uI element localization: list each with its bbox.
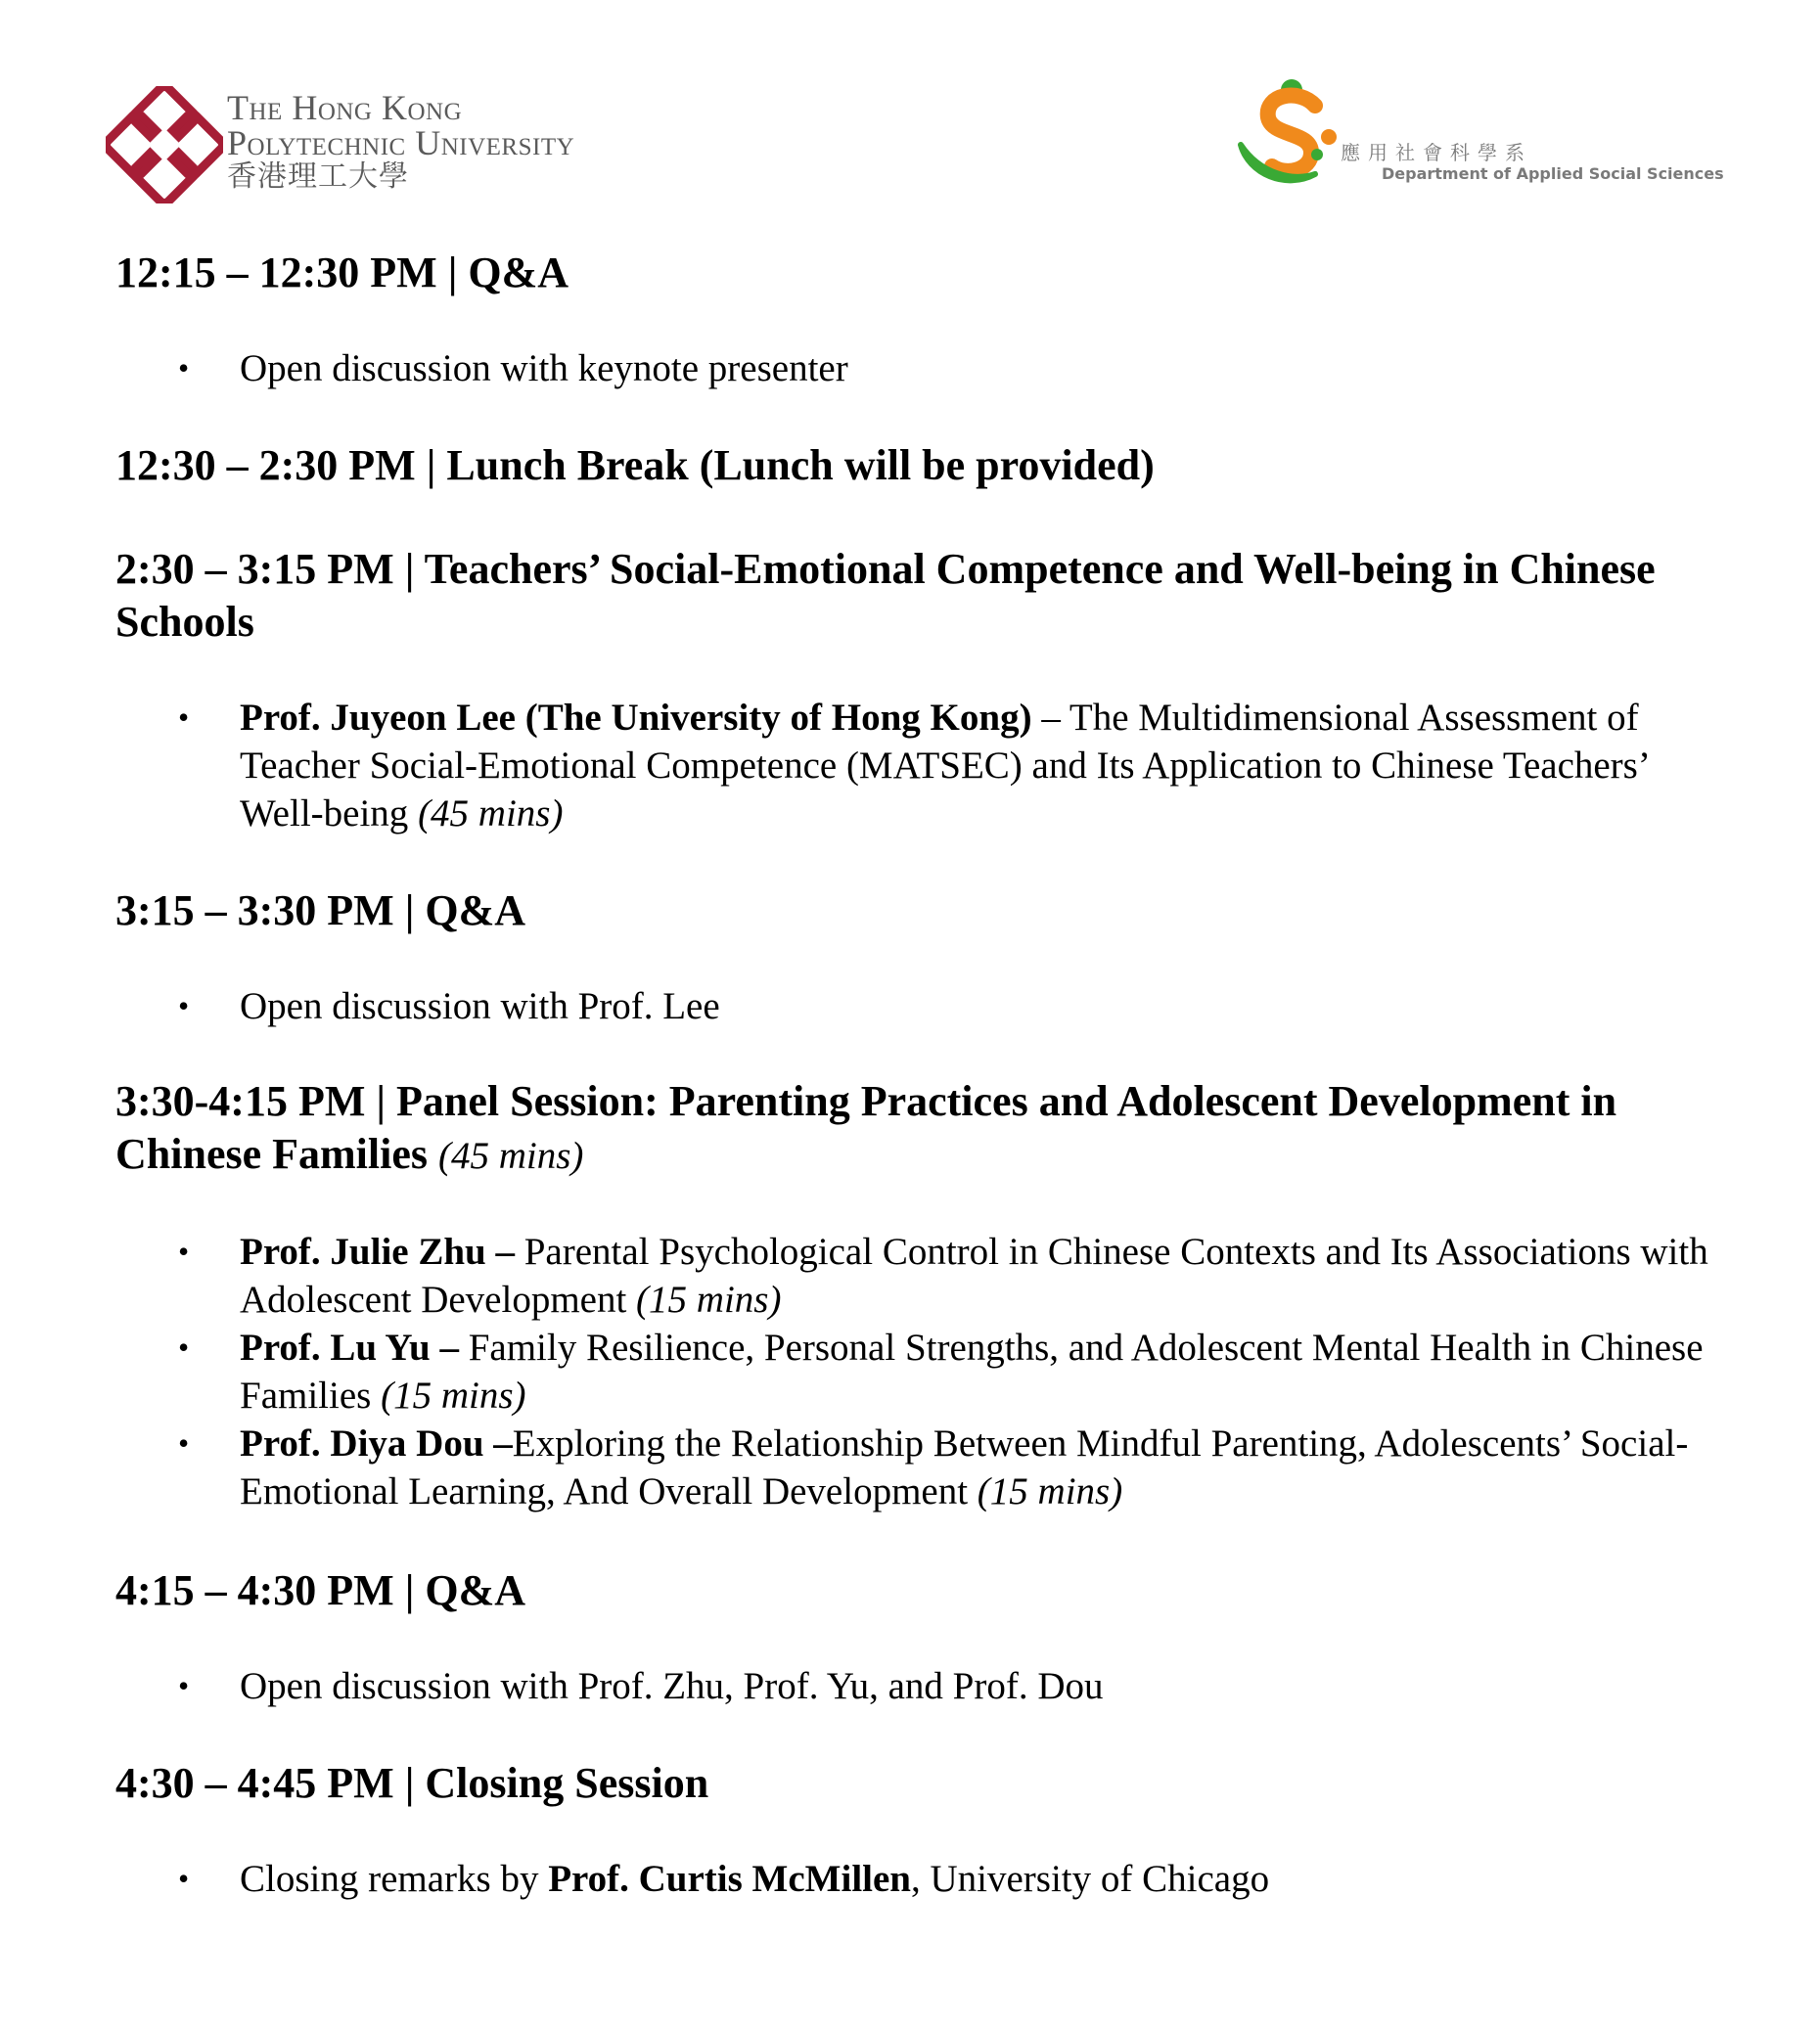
session-closing bbox=[115, 1757, 1730, 1903]
polyu-chinese-name: 香港理工大學 bbox=[227, 159, 409, 194]
item-text: Open discussion with Prof. Zhu, Prof. Yu, and Prof. Dou bbox=[240, 1665, 1104, 1707]
session-lunch bbox=[115, 439, 1730, 492]
session-heading: 3:15 – 3:30 PM | Q&A bbox=[115, 886, 526, 934]
item-duration: (15 mins) bbox=[636, 1279, 782, 1321]
item-text: , University of Chicago bbox=[911, 1858, 1270, 1900]
heading-duration: (45 mins) bbox=[437, 1135, 584, 1177]
list-item bbox=[115, 1662, 1730, 1710]
session-heading: 12:15 – 12:30 PM | Q&A bbox=[115, 248, 569, 296]
item-separator: – bbox=[1031, 697, 1069, 739]
session-items bbox=[115, 694, 1730, 837]
session-qa-1 bbox=[115, 247, 1730, 392]
item-duration: (15 mins) bbox=[977, 1470, 1123, 1512]
list-item bbox=[115, 344, 1730, 392]
item-lead: Closing remarks by bbox=[240, 1858, 549, 1900]
bullet-icon: • bbox=[178, 988, 190, 1023]
session-heading bbox=[115, 1075, 1730, 1183]
heading-text: 3:30-4:15 PM | Panel Session: Parenting Practices and Adolescent Development in Chinese Families bbox=[115, 1077, 1617, 1178]
item-text: Open discussion with Prof. Lee bbox=[240, 985, 720, 1027]
item-text: Family Resilience, Personal Strengths, and Adolescent Mental Health in Chinese Families bbox=[240, 1327, 1704, 1417]
polyu-logo-icon bbox=[106, 86, 223, 203]
list-item bbox=[115, 1228, 1730, 1324]
item-text: Open discussion with keynote presenter bbox=[240, 347, 848, 389]
session-heading: 2:30 – 3:15 PM | Teachers’ Social-Emotional Competence and Well-being in Chinese Schools bbox=[115, 545, 1656, 646]
speaker-name: Prof. Curtis McMillen bbox=[548, 1858, 911, 1900]
speaker-name: Prof. Juyeon Lee (The University of Hong Kong) bbox=[240, 697, 1032, 739]
session-heading: 4:15 – 4:30 PM | Q&A bbox=[115, 1566, 526, 1614]
speaker-name: Prof. Julie Zhu – bbox=[240, 1231, 515, 1273]
item-duration: (45 mins) bbox=[418, 792, 564, 835]
list-item bbox=[115, 1420, 1730, 1515]
session-items bbox=[115, 1662, 1730, 1710]
bullet-icon: • bbox=[178, 700, 190, 735]
polyu-name-line1: The Hong Kong bbox=[227, 88, 463, 127]
item-text: Parental Psychological Control in Chinese Contexts and Its Associations with Adolescent Development bbox=[240, 1231, 1708, 1321]
list-item bbox=[115, 982, 1730, 1030]
apss-logo-icon bbox=[1235, 76, 1352, 194]
programme-schedule bbox=[115, 247, 1730, 1903]
session-items bbox=[115, 982, 1730, 1030]
session-panel bbox=[115, 1075, 1730, 1515]
session-heading: 12:30 – 2:30 PM | Lunch Break (Lunch will be provided) bbox=[115, 441, 1155, 489]
bullet-icon: • bbox=[178, 1861, 190, 1896]
apss-chinese-name: 應用社會科學系 bbox=[1341, 141, 1532, 164]
polyu-wordmark bbox=[227, 90, 574, 192]
item-duration: (15 mins) bbox=[381, 1375, 526, 1417]
speaker-name: Prof. Lu Yu – bbox=[240, 1327, 459, 1369]
session-qa-2 bbox=[115, 884, 1730, 1030]
speaker-name: Prof. Diya Dou – bbox=[240, 1422, 513, 1465]
session-items bbox=[115, 1855, 1730, 1903]
apss-wordmark bbox=[1341, 141, 1724, 183]
item-text: Exploring the Relationship Between Mindful Parenting, Adolescents’ Social-Emotional Learning, And Overall Development bbox=[240, 1422, 1689, 1512]
page-header bbox=[0, 0, 1820, 225]
bullet-icon: • bbox=[178, 1425, 190, 1461]
list-item bbox=[115, 694, 1730, 837]
apss-english-name: Department of Applied Social Sciences bbox=[1382, 164, 1724, 183]
bullet-icon: • bbox=[178, 1234, 190, 1269]
list-item bbox=[115, 1324, 1730, 1420]
session-items bbox=[115, 344, 1730, 392]
session-qa-3 bbox=[115, 1564, 1730, 1710]
session-heading: 4:30 – 4:45 PM | Closing Session bbox=[115, 1759, 709, 1807]
bullet-icon: • bbox=[178, 1668, 190, 1703]
bullet-icon: • bbox=[178, 1330, 190, 1365]
item-text: The Multidimensional Assessment of Teacher Social-Emotional Competence (MATSEC) and Its Application to Chinese Teachers’ Well-being bbox=[240, 697, 1648, 835]
list-item bbox=[115, 1855, 1730, 1903]
polyu-name-line2: Polytechnic University bbox=[227, 123, 575, 162]
session-items bbox=[115, 1228, 1730, 1515]
bullet-icon: • bbox=[178, 350, 190, 385]
session-teachers bbox=[115, 543, 1730, 837]
